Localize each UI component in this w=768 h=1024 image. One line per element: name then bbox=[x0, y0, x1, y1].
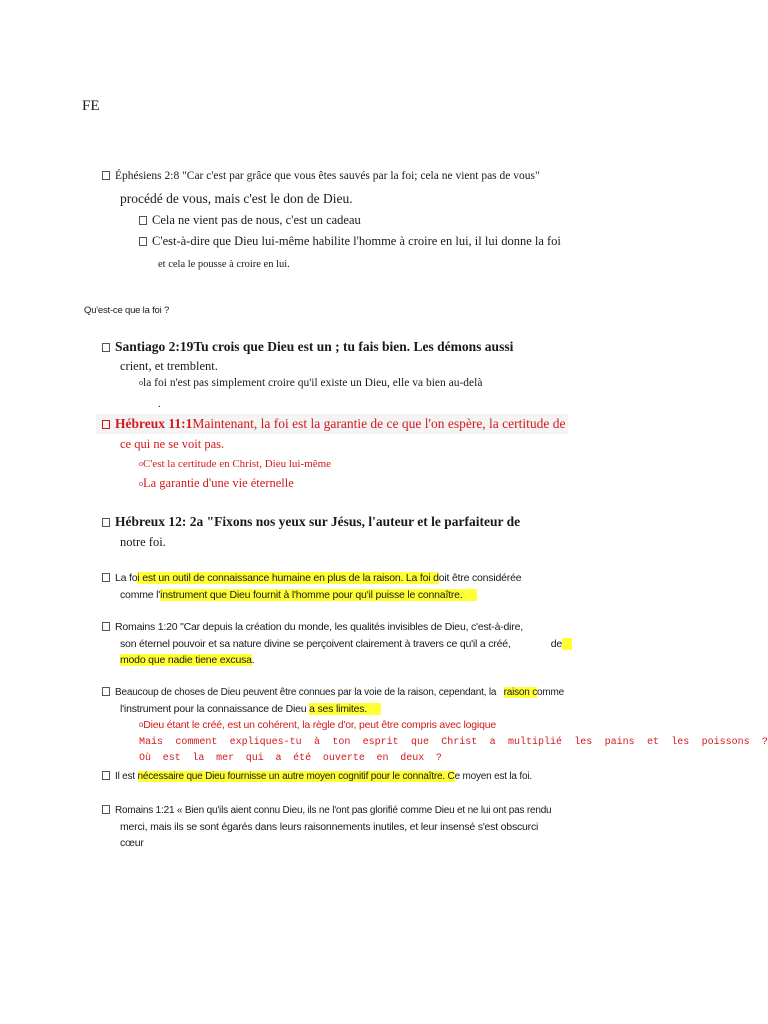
checkbox-icon bbox=[139, 237, 147, 246]
beaucoup-mono-line1 bbox=[139, 737, 768, 748]
mono-word: pains bbox=[604, 737, 635, 748]
mono-word: esprit bbox=[362, 737, 399, 748]
ephesians-line1: Éphésiens 2:8 "Car c'est par grâce que vous êtes sauvés par la foi; cela ne vient pas de vous" bbox=[115, 170, 540, 182]
beaucoup-line1 bbox=[102, 687, 564, 698]
hebreux11-ref: Hébreux 11:1 bbox=[115, 416, 193, 431]
romains121-line1 bbox=[102, 805, 551, 816]
necessaire-line bbox=[102, 771, 532, 782]
foi-outil-text-c: comme l' bbox=[120, 589, 161, 601]
foi-outil-highlight1: i est un outil de connaissance humaine en plus de la raison. La foi d bbox=[137, 572, 439, 584]
santiago-line2: crient, et tremblent. bbox=[120, 359, 218, 373]
hebreux11-verse bbox=[102, 416, 566, 432]
foi-outil-highlight2: instrument que Dieu fournit à l'homme pour qu'il puisse le connaître. bbox=[160, 589, 476, 601]
hebreux11-bullet2-text: La garantie d'une vie éternelle bbox=[143, 476, 294, 490]
mono-word: comment bbox=[175, 737, 218, 748]
checkbox-icon bbox=[139, 216, 147, 225]
hebreux11-line1: Maintenant, la foi est la garantie de ce que l'on espère, la certitude de bbox=[192, 416, 566, 431]
beaucoup-mono-line2 bbox=[139, 753, 442, 764]
santiago-bullet-text: la foi n'est pas simplement croire qu'il existe un Dieu, elle va bien au-delà bbox=[143, 377, 483, 389]
mono-word: deux bbox=[400, 753, 425, 764]
santiago-dot: . bbox=[158, 398, 161, 410]
mono-word: ? bbox=[435, 753, 442, 764]
checkbox-icon bbox=[102, 171, 110, 180]
mono-word: la bbox=[192, 753, 205, 764]
mono-word: expliques-tu bbox=[229, 737, 302, 748]
hebreux11-bullet1-text: C'est la certitude en Christ, Dieu lui-même bbox=[143, 458, 332, 470]
bullet-circle-icon: o bbox=[139, 720, 144, 729]
mono-word: ouverte bbox=[322, 753, 365, 764]
mono-word: est bbox=[162, 753, 181, 764]
mono-word: ton bbox=[332, 737, 351, 748]
foi-outil-line2 bbox=[120, 589, 477, 601]
checkbox-icon bbox=[102, 687, 110, 696]
ephesians-line2: procédé de vous, mais c'est le don de Dieu. bbox=[120, 191, 353, 206]
beaucoup-bullet1 bbox=[139, 719, 496, 731]
beaucoup-line1-end: omme bbox=[537, 687, 564, 698]
checkbox-icon bbox=[102, 771, 110, 780]
hebreux11-line2: ce qui ne se voit pas. bbox=[120, 437, 225, 451]
bullet-circle-icon: o bbox=[139, 459, 143, 468]
foi-outil-text-b: oit être considérée bbox=[438, 572, 522, 584]
foi-outil-text-a: La fo bbox=[115, 572, 138, 584]
foi-outil-line1 bbox=[102, 572, 521, 584]
checkbox-icon bbox=[102, 343, 110, 352]
hebreux11-bullet1 bbox=[139, 458, 331, 470]
ephesians-sub1-text: Cela ne vient pas de nous, c'est un cadeau bbox=[152, 213, 361, 227]
necessaire-text-a: Il est bbox=[115, 771, 138, 782]
beaucoup-line2-text: l'instrument pour la connaissance de Dieu bbox=[120, 703, 307, 715]
checkbox-icon bbox=[102, 805, 110, 814]
beaucoup-highlight1: raison c bbox=[503, 687, 538, 698]
santiago-line1: Santiago 2:19Tu crois que Dieu est un ; tu fais bien. Les démons aussi bbox=[115, 339, 514, 354]
romains120-line2-end: de bbox=[550, 638, 562, 650]
romains120-line2-text: son éternel pouvoir et sa nature divine se perçoivent clairement à travers ce qu'il a créé, bbox=[120, 638, 511, 650]
mono-word: qui bbox=[245, 753, 264, 764]
checkbox-icon bbox=[102, 518, 110, 527]
ephesians-sub2-text: C'est-à-dire que Dieu lui-même habilite l'homme à croire en lui, il lui donne la foi bbox=[152, 234, 561, 248]
mono-word: a bbox=[275, 753, 282, 764]
romains121-line2: merci, mais ils se sont égarés dans leurs raisonnements inutiles, et leur insensé s'est obscurci bbox=[120, 821, 539, 833]
checkbox-icon bbox=[102, 420, 110, 429]
mono-word: Où bbox=[139, 753, 152, 764]
hebreux12-verse bbox=[102, 514, 520, 530]
checkbox-icon bbox=[102, 622, 110, 631]
romains121-line1-text: Romains 1:21 « Bien qu'ils aient connu Dieu, ils ne l'ont pas glorifié comme Dieu et ne lui ont pas rendu bbox=[115, 805, 552, 816]
ephesians-verse bbox=[102, 170, 540, 182]
mono-word: mer bbox=[216, 753, 235, 764]
romains120-line2 bbox=[120, 638, 572, 650]
santiago-verse bbox=[102, 339, 513, 355]
ephesians-sub2b: et cela le pousse à croire en lui. bbox=[158, 259, 290, 270]
mono-word: à bbox=[313, 737, 320, 748]
mono-word: et bbox=[646, 737, 659, 748]
mono-word: en bbox=[376, 753, 389, 764]
mono-word: Christ bbox=[441, 737, 478, 748]
romains120-highlight: modo que nadie tiene excusa bbox=[120, 654, 252, 666]
hebreux11-bullet2 bbox=[139, 476, 294, 491]
hebreux12-line2: notre foi. bbox=[120, 535, 166, 549]
mono-word: a bbox=[489, 737, 496, 748]
bullet-circle-icon: o bbox=[139, 378, 143, 387]
mono-word: multiplié bbox=[507, 737, 562, 748]
beaucoup-line2 bbox=[120, 703, 381, 715]
mono-word: que bbox=[410, 737, 429, 748]
bullet-circle-icon: o bbox=[139, 479, 143, 488]
beaucoup-line1-text: Beaucoup de choses de Dieu peuvent être connues par la voie de la raison, cependant, la bbox=[115, 687, 497, 698]
mono-word: ? bbox=[761, 737, 768, 748]
mono-word: été bbox=[293, 753, 312, 764]
necessaire-highlight: nécessaire que Dieu fournisse un autre moyen cognitif pour le connaître. C bbox=[137, 771, 455, 782]
ephesians-sub2 bbox=[139, 234, 561, 249]
beaucoup-bullet1-text: Dieu étant le créé, est un cohérent, la règle d'or, peut être compris avec logique bbox=[143, 719, 496, 731]
section-heading: Qu'est-ce que la foi ? bbox=[84, 305, 170, 316]
mono-word: Mais bbox=[139, 737, 164, 748]
ephesians-sub1 bbox=[139, 213, 361, 228]
romains120-line1-text: Romains 1:20 "Car depuis la création du monde, les qualités invisibles de Dieu, c'est-à-dire, bbox=[115, 621, 523, 633]
romains121-line3: cœur bbox=[120, 837, 144, 849]
checkbox-icon bbox=[102, 573, 110, 582]
page-title: FE bbox=[82, 98, 100, 114]
necessaire-text-b: e moyen est la foi. bbox=[454, 771, 532, 782]
beaucoup-highlight2: a ses limites. bbox=[309, 703, 381, 715]
mono-word: poissons bbox=[701, 737, 750, 748]
hebreux12-line1: Hébreux 12: 2a "Fixons nos yeux sur Jésus, l'auteur et le parfaiteur de bbox=[115, 514, 521, 529]
santiago-bullet bbox=[139, 377, 482, 389]
mono-word: les bbox=[671, 737, 690, 748]
romains120-dot: . bbox=[251, 654, 255, 666]
romains120-line1 bbox=[102, 621, 523, 633]
romains120-line3 bbox=[120, 654, 255, 666]
mono-word: les bbox=[574, 737, 593, 748]
